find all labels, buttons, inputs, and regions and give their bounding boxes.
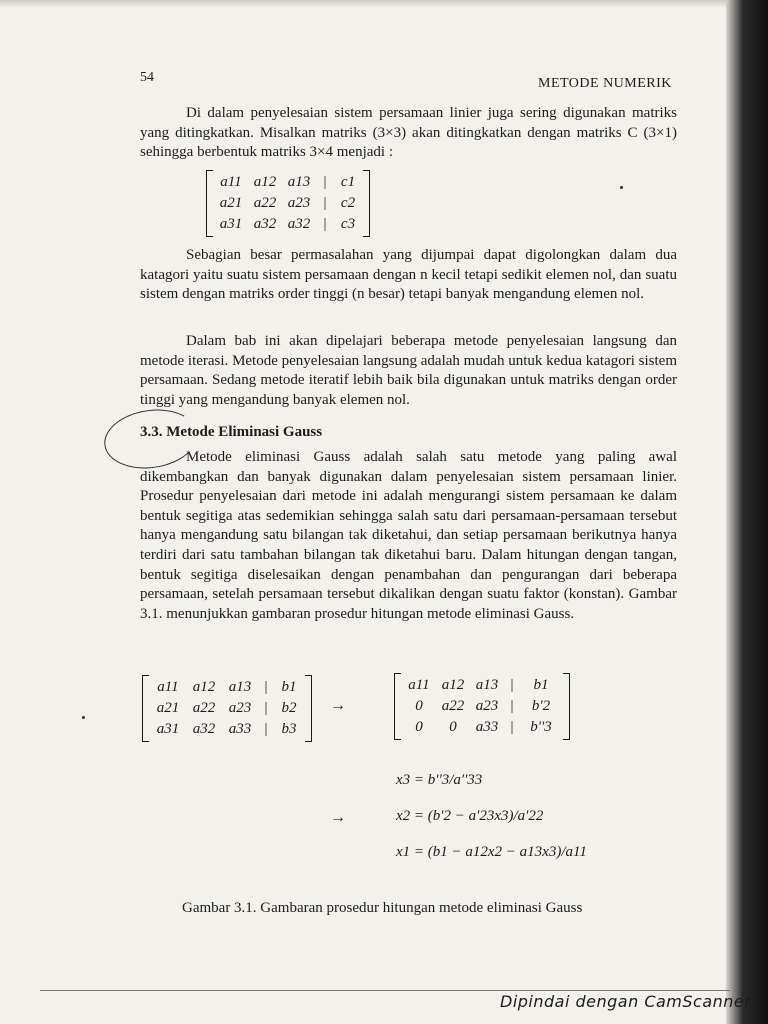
matrix-cell: 0 [449,719,457,735]
matrix-cell: a33 [228,721,252,737]
matrix-cell: a32 [287,216,311,232]
equation-x3: x3 = b''3/a''33 [396,772,483,788]
triangular-matrix [394,673,570,740]
matrix-separator: | [323,195,327,211]
figure-caption: Gambar 3.1. Gambaran prosedur hitungan metode eliminasi Gauss [182,900,583,916]
matrix-cell: a32 [192,721,216,737]
arrow-right-icon: → [330,697,346,714]
scan-speck [620,186,623,189]
equation-x2: x2 = (b'2 − a'23x3)/a'22 [396,808,544,824]
matrix-cell: b''3 [530,719,552,735]
paragraph-categories [140,246,677,305]
matrix-cell: a23 [228,700,252,716]
matrix-separator: | [323,216,327,232]
matrix-cell: a13 [287,174,311,190]
matrix-cell: a12 [192,679,216,695]
matrix-separator: | [264,679,268,695]
paragraph-gauss-elimination [140,448,677,624]
matrix-cell: a31 [156,721,180,737]
matrix-cell: c2 [340,195,356,211]
matrix-cell: a12 [441,677,465,693]
matrix-separator: | [510,698,514,714]
matrix-cell: a11 [220,174,242,190]
paragraph-text: Metode eliminasi Gauss adalah salah satu metode yang paling awal dikembangkan dan banyak digunakan dalam penyelesaian sistem persamaan linier. Prosedur penyelesaian dari metode ini adalah mengurangi sistem persamaan ke dalam bentuk segitiga atas sedemikian sehingga salah satu dari persamaan-persamaan tersebut hanya mengandung satu bilangan tak diketahui, dan setiap persamaan berikutnya hanya terdiri dari satu tambahan bilangan tak diketahui baru. Dalam hitungan dengan tangan, bentuk segitiga diselesaikan dengan penambahan dan pengurangan dari beberapa persamaan, setelah persamaan tersebut dikalikan dengan suatu faktor (konstan). Gambar 3.1. menunjukkan gambaran prosedur hitungan metode eliminasi Gauss. [140,449,677,622]
matrix-cell: a13 [228,679,252,695]
matrix-cell: a21 [219,195,243,211]
matrix-cell: c1 [340,174,356,190]
matrix-cell: b1 [533,677,549,693]
augmented-matrix [206,170,370,237]
matrix-cell: a11 [157,679,179,695]
matrix-cell: b'2 [531,698,551,714]
matrix-cell: a13 [475,677,499,693]
paragraph-augmented-matrix [140,104,677,163]
paragraph-text: Dalam bab ini akan dipelajari beberapa metode penyelesaian langsung dan metode iterasi. Metode penyelesaian langsung adalah mudah untuk kedua katagori sistem persamaan. Sedang metode iteratif lebih baik bila digunakan untuk matriks dengan order tinggi yang mengandung banyak elemen nol. [140,333,677,408]
paragraph-text: Sebagian besar permasalahan yang dijumpai dapat digolongkan dalam dua katagori yaitu suatu sistem persamaan dengan n kecil tetapi sedikit elemen nol, dan suatu sistem dengan matriks order tinggi (n besar) tetapi banyak mengandung elemen nol. [140,247,677,303]
matrix-cell: a22 [253,195,277,211]
matrix-cell: b2 [281,700,297,716]
equation-x1: x1 = (b1 − a12x2 − a13x3)/a11 [396,844,587,860]
matrix-cell: c3 [340,216,356,232]
matrix-separator: | [323,174,327,190]
scanner-watermark: Dipindai dengan CamScanner [500,992,752,1011]
paragraph-methods [140,332,677,410]
arrow-right-icon: → [330,809,346,826]
matrix-cell: a31 [219,216,243,232]
page-number: 54 [140,70,154,85]
scan-speck [82,716,85,719]
matrix-cell: a12 [253,174,277,190]
matrix-separator: | [264,721,268,737]
original-matrix [142,675,312,742]
matrix-cell: a23 [287,195,311,211]
section-heading: 3.3. Metode Eliminasi Gauss [140,424,323,440]
matrix-cell: a23 [475,698,499,714]
running-title: METODE NUMERIK [538,76,672,91]
matrix-cell: 0 [415,719,423,735]
matrix-separator: | [510,719,514,735]
matrix-cell: a22 [192,700,216,716]
matrix-cell: 0 [415,698,423,714]
matrix-cell: a21 [156,700,180,716]
matrix-separator: | [510,677,514,693]
matrix-cell: a11 [408,677,430,693]
matrix-cell: a33 [475,719,499,735]
matrix-cell: a22 [441,698,465,714]
matrix-separator: | [264,700,268,716]
matrix-cell: a32 [253,216,277,232]
matrix-cell: b1 [281,679,297,695]
matrix-cell: b3 [281,721,297,737]
paragraph-text: Di dalam penyelesaian sistem persamaan linier juga sering digunakan matriks yang ditingkatkan. Misalkan matriks (3×3) akan ditingkatkan dengan matriks C (3×1) sehingga berbentuk matriks 3×4 menjadi : [140,105,677,161]
scan-bottom-line [40,990,730,991]
